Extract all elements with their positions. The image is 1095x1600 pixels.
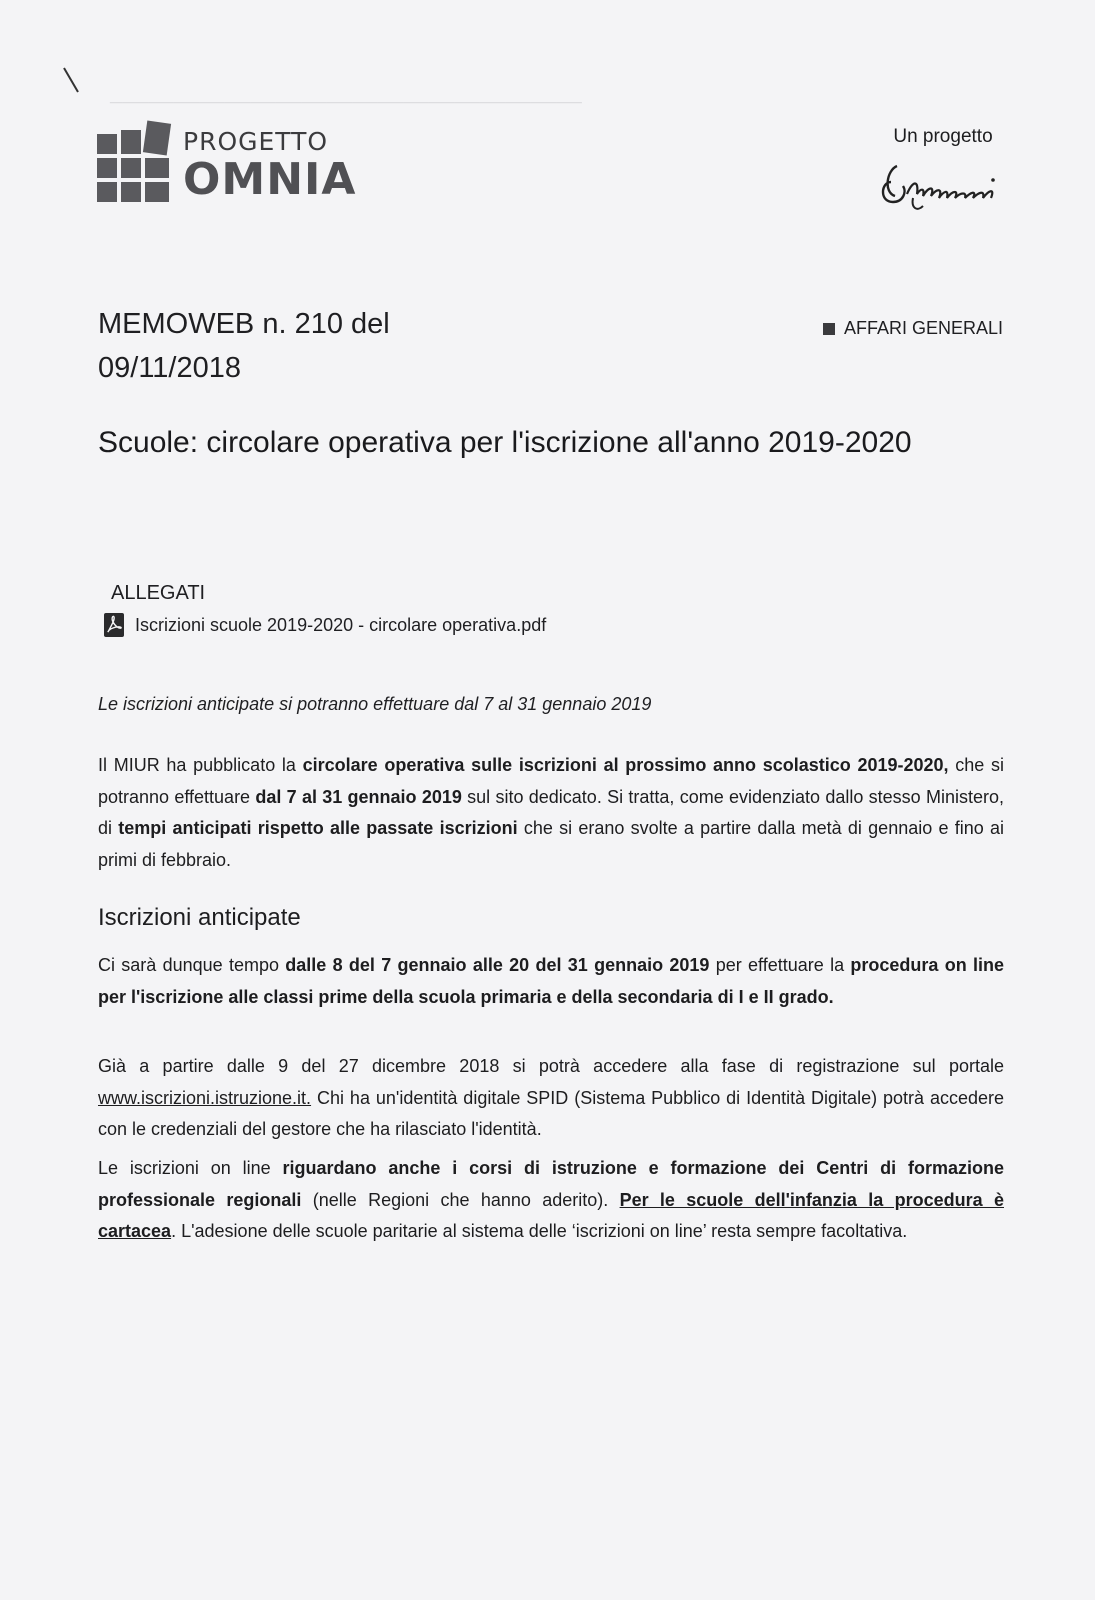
bold-run: tempi anticipati rispetto alle passate iscrizioni bbox=[118, 818, 518, 838]
pdf-icon bbox=[103, 612, 125, 638]
bold-run: procedura on line per l'iscrizione alle classi prime della scuola primaria e della secondaria di I e II grado. bbox=[98, 955, 1004, 1007]
headline: Scuole: circolare operativa per l'iscrizione all'anno 2019-2020 bbox=[98, 426, 912, 459]
bold-run: dal 7 al 31 gennaio 2019 bbox=[255, 786, 462, 807]
scanned-page: ───────────────────────────────────── PROGETTO OMNIA Un progetto MEMOWEB n. 210 del 09/11/2018 AFFARI GENERALI Scuole: circolare operativa per l'iscrizione all'anno 2019-2020 ALLEGATI Iscrizioni scuole 2019-2020 - circolare operativa.pdf Le iscrizioni anticipate si potranno effettuare dal 7 al 31 gennaio 2019 Il MIUR ha pubblicato la circolare operativa sulle iscrizioni al prossimo anno scolastico 2019-2020, che si potranno effettuare dal 7 al 31 gennaio 2019 sul sito dedicato. Si tratta, come evidenziato dallo stesso Ministero, di tempi anticipati rispetto alle passate iscrizioni che si erano svolte a partire dalla metà di gennaio e fino ai primi di febbraio. Iscrizioni anticipate Ci sarà dunque tempo dalle 8 del 7 gennaio alle 20 del 31 gennaio 2019 per effettuare la procedura on line per l'iscrizione alle classi prime della scuola primaria e della secondaria di I e II grado. Già a partire dalle 9 del 27 dicembre 2018 si potrà accedere alla fase di registrazione sul portale www.iscrizioni.istruzione.it. Chi ha un'identità digitale SPID (Sistema Pubblico di Identità Digitale) potrà accedere con le credenziali del gestore che ha rilasciato l'identità. Le iscrizioni on line riguardano anche i corsi di istruzione e formazione dei Centri di formazione professionale regionali (nelle Regioni che hanno aderito). Per le scuole dell'infanzia la procedura è cartacea. L'adesione delle scuole paritarie al sistema delle ‘iscrizioni on line’ resta sempre facoltativa. bbox=[0, 0, 1095, 1600]
text-run: Le iscrizioni on line bbox=[98, 1158, 283, 1178]
bold-run: riguardano anche i corsi di istruzione e formazione dei Centri di formazione professionale regionali bbox=[98, 1158, 1004, 1210]
text-run: Già a partire dalle 9 del 27 dicembre 2018 si potrà accedere alla fase di registrazione sul portale bbox=[98, 1056, 1004, 1076]
text-run: Il MIUR ha pubblicato la bbox=[98, 755, 303, 775]
section-heading: Iscrizioni anticipate bbox=[98, 904, 301, 931]
brand-caption: Un progetto bbox=[893, 126, 993, 147]
text-run: . L'adesione delle scuole paritarie al sistema delle ‘iscrizioni on line’ resta sempre facoltativa. bbox=[171, 1221, 908, 1241]
attachment-item[interactable] bbox=[103, 612, 546, 638]
text-run: Ci sarà dunque tempo bbox=[98, 955, 286, 975]
intro-italic: Le iscrizioni anticipate si potranno effettuare dal 7 al 31 gennaio 2019 bbox=[98, 694, 652, 714]
logo-small-text: PROGETTO bbox=[183, 127, 329, 156]
paragraph-2 bbox=[98, 950, 1004, 1013]
bold-run: circolare operativa sulle iscrizioni al prossimo anno scolastico 2019-2020, bbox=[302, 755, 949, 775]
logo-big-text: OMNIA bbox=[183, 154, 357, 205]
text-run: Chi ha un'identità digitale SPID (Sistema Pubblico di Identità Digitale) potrà accedere con le credenziali del gestore che ha rilasciato l'identità. bbox=[98, 1087, 1004, 1139]
publisher-brand bbox=[873, 126, 1013, 218]
logo-grid-icon bbox=[97, 122, 171, 202]
text-run: (nelle Regioni che hanno aderito). bbox=[301, 1189, 620, 1210]
paragraph-1 bbox=[98, 750, 1004, 876]
bold-run: dalle 8 del 7 gennaio alle 20 del 31 gennaio 2019 bbox=[285, 955, 710, 975]
paragraph-4 bbox=[98, 1153, 1004, 1248]
memo-number bbox=[98, 302, 538, 390]
text-run: per effettuare la bbox=[709, 955, 851, 975]
category-tag bbox=[823, 318, 1003, 339]
text-run: che si potranno effettuare bbox=[98, 755, 1004, 807]
category-label: AFFARI GENERALI bbox=[843, 318, 1003, 338]
caspari-signature-logo bbox=[873, 152, 1013, 214]
memo-number-line1: MEMOWEB n. 210 del bbox=[98, 308, 390, 340]
attachments-label: ALLEGATI bbox=[111, 582, 206, 604]
paragraph-3 bbox=[98, 1051, 1004, 1146]
portal-link[interactable]: www.iscrizioni.istruzione.it. bbox=[98, 1087, 312, 1108]
pen-mark bbox=[62, 66, 82, 96]
square-bullet-icon bbox=[823, 323, 835, 335]
text-run: sul sito dedicato. Si tratta, come evidenziato dallo stesso Ministero, di bbox=[98, 786, 1004, 838]
bold-underlined-run: Per le scuole dell'infanzia la procedura è cartacea bbox=[98, 1189, 1004, 1241]
memo-date: 09/11/2018 bbox=[98, 352, 241, 384]
text-run: che si erano svolte a partire dalla metà di gennaio e fino ai primi di febbraio. bbox=[98, 818, 1005, 870]
omnia-logo bbox=[97, 122, 357, 205]
attachment-file-name[interactable]: Iscrizioni scuole 2019-2020 - circolare operativa.pdf bbox=[135, 614, 547, 635]
